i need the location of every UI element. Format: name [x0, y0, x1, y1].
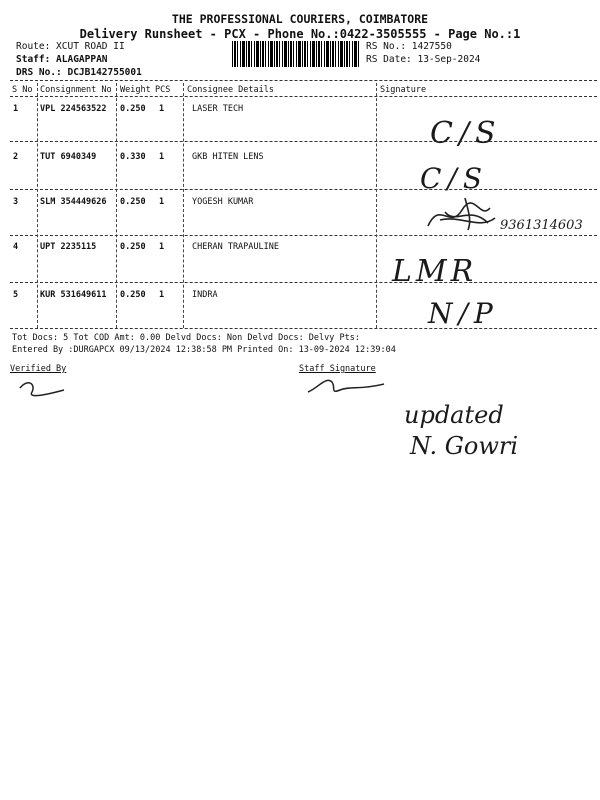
row-pcs: 1: [159, 197, 165, 207]
rs-date: RS Date: 13-Sep-2024: [366, 54, 481, 65]
column-divider: [376, 83, 377, 328]
col-header-sno: S No: [12, 85, 33, 95]
handwritten-note-updated: updated: [404, 401, 504, 429]
row-consignment: TUT 6940349: [40, 152, 97, 162]
row-consignee: GKB HITEN LENS: [192, 152, 264, 162]
row-pcs: 1: [159, 104, 165, 114]
staff-label: Staff: ALAGAPPAN: [16, 54, 108, 65]
row-consignee: LASER TECH: [192, 104, 244, 114]
row-consignment: VPL 224563522: [40, 104, 107, 114]
row-weight: 0.250: [120, 104, 146, 114]
route-label: Route: XCUT ROAD II: [16, 41, 125, 52]
handwritten-note-name: N. Gowri: [410, 432, 519, 460]
row-consignment: UPT 2235115: [40, 242, 97, 252]
handwritten-signature-row5: N/P: [428, 297, 499, 330]
drs-number: DRS No.: DCJB142755001: [16, 67, 142, 78]
handwritten-signature-row1: C/S: [430, 116, 502, 151]
row-consignee: CHERAN TRAPAULINE: [192, 242, 279, 252]
col-header-signature: Signature: [380, 85, 427, 95]
company-title: THE PROFESSIONAL COURIERS, COIMBATORE: [171, 12, 429, 26]
row-consignment: SLM 354449626: [40, 197, 107, 207]
column-divider: [116, 83, 117, 328]
rs-number: RS No.: 1427550: [366, 41, 452, 52]
row-sno: 3: [13, 197, 19, 207]
row-pcs: 1: [159, 290, 165, 300]
row-pcs: 1: [159, 152, 165, 162]
row-consignee: INDRA: [192, 290, 218, 300]
verified-by-label: Verified By: [10, 364, 67, 374]
row-weight: 0.250: [120, 197, 146, 207]
col-header-weight: Weight: [120, 85, 151, 95]
row-rule: [10, 282, 597, 283]
entered-by-line: Entered By :DURGAPCX 09/13/2024 12:38:58 PM Printed On: 13-09-2024 12:39:04: [12, 345, 396, 355]
row-weight: 0.250: [120, 290, 146, 300]
table-top-rule: [10, 80, 597, 81]
row-consignment: KUR 531649611: [40, 290, 107, 300]
row-sno: 2: [13, 152, 19, 162]
col-header-pcs: PCS: [155, 85, 171, 95]
column-divider: [37, 83, 38, 328]
row-consignee: YOGESH KUMAR: [192, 197, 254, 207]
totals-line: Tot Docs: 5 Tot COD Amt: 0.00 Delvd Docs: Non Delvd Docs: Delvy Pts:: [12, 333, 360, 343]
column-divider: [183, 83, 184, 328]
handwritten-signature-row4: LMR: [392, 254, 478, 289]
row-weight: 0.330: [120, 152, 146, 162]
row-pcs: 1: [159, 242, 165, 252]
table-header-rule: [10, 96, 597, 97]
staff-signature-label: Staff Signature: [299, 364, 376, 374]
handwritten-phone: 9361314603: [500, 218, 583, 233]
col-header-consignee: Consignee Details: [187, 85, 274, 95]
row-sno: 5: [13, 290, 19, 300]
runsheet-subtitle: Delivery Runsheet - PCX - Phone No.:0422-3505555 - Page No.:1: [79, 27, 521, 41]
barcode: [232, 41, 360, 67]
row-weight: 0.250: [120, 242, 146, 252]
row-sno: 1: [13, 104, 19, 114]
col-header-consignment: Consignment No: [40, 85, 112, 95]
table-bottom-rule: [10, 328, 597, 329]
row-rule: [10, 141, 597, 142]
row-sno: 4: [13, 242, 19, 252]
verifier-signature-icon: [14, 374, 74, 402]
staff-signature-icon: [304, 372, 390, 398]
handwritten-signature-row2: C/S: [420, 162, 489, 195]
